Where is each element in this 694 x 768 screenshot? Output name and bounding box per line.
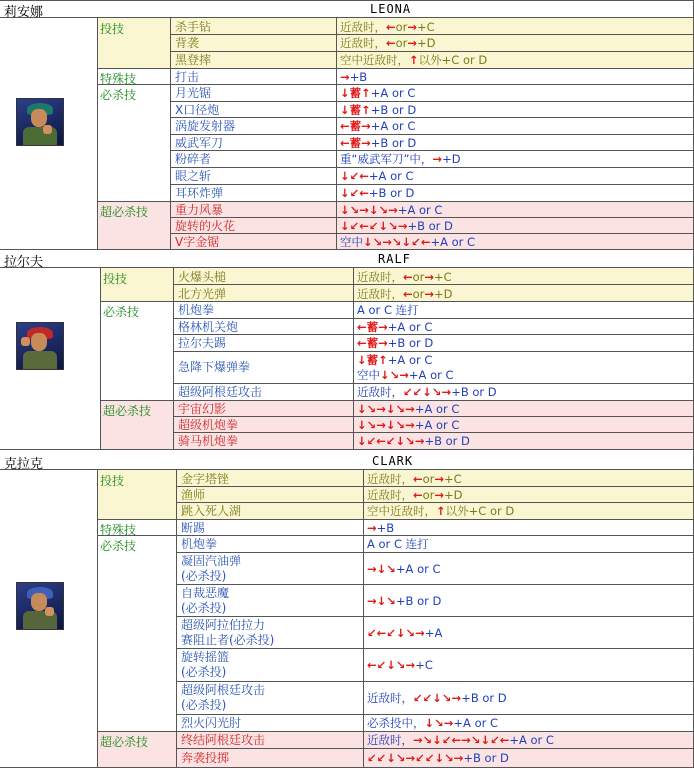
- move-name: 打击: [175, 70, 200, 84]
- ralf-cat-throw: 投技: [103, 272, 128, 286]
- move-name: 烈火闪光肘: [181, 716, 242, 730]
- move-name-sub: (必杀投): [181, 698, 227, 712]
- move-command: A or C 连打: [367, 537, 429, 551]
- move-name-sub: (必杀投): [181, 601, 227, 615]
- move-name: 急降下爆弹拳: [178, 360, 251, 374]
- ralf-name-cn: 拉尔夫: [4, 255, 44, 270]
- ralf-portrait: [16, 322, 64, 370]
- move-name: 超级阿根廷攻击: [181, 683, 266, 697]
- move-command: ↓↙←+B or D: [340, 186, 415, 200]
- ralf-cat-kill: 必杀技: [103, 305, 140, 319]
- move-name: 终结阿根廷攻击: [181, 733, 266, 747]
- move-command: ←蓄→+A or C: [340, 119, 416, 133]
- move-command: ←蓄→+B or D: [357, 336, 434, 350]
- move-command: →+B: [367, 521, 395, 535]
- move-command: ↓蓄↑+B or D: [340, 103, 417, 117]
- move-name: X口径炮: [175, 103, 220, 117]
- leona-portrait: [16, 98, 64, 146]
- move-name: 渔师: [181, 488, 206, 502]
- move-name: 黑登摔: [175, 53, 212, 67]
- clark-cat-special: 特殊技: [100, 523, 137, 537]
- move-command: ↓↙←↙↓↘→+B or D: [340, 219, 453, 233]
- move-name: 北方光弹: [178, 287, 227, 301]
- move-command: 近敌时，←or→+C: [357, 270, 452, 284]
- move-command: 近敌时，→↘↓↙←→↘↓↙←+A or C: [367, 733, 554, 747]
- move-command: →↓↘+B or D: [367, 594, 442, 608]
- clark-cat-throw: 投技: [100, 474, 125, 488]
- move-name: 重力风暴: [175, 203, 224, 217]
- clark-portrait: [16, 582, 64, 630]
- move-command: ↓↘→↓↘→+A or C: [357, 402, 460, 416]
- move-command: ↙←↙↓↘→+A: [367, 626, 443, 640]
- clark-cat-super: 超必杀技: [100, 735, 149, 749]
- move-command: ↓↙←↙↓↘→+B or D: [357, 434, 470, 448]
- move-name: 超级机炮拳: [178, 418, 239, 432]
- move-name: 凝固汽油弹: [181, 554, 242, 568]
- move-command: ↓蓄↑+A or C: [357, 353, 433, 367]
- move-name: 机炮拳: [178, 303, 215, 317]
- move-name: 月光锯: [175, 86, 212, 100]
- move-name-sub: (必杀投): [181, 569, 227, 583]
- move-name: 奔袭投掷: [181, 751, 230, 765]
- move-name: 宇宙幻影: [178, 402, 227, 416]
- clark-name-cn: 克拉克: [4, 457, 44, 472]
- move-command: 必杀投中，↓↘→+A or C: [367, 716, 499, 730]
- leona-name-cn: 莉安娜: [4, 5, 44, 20]
- move-command-air: 空中↓↘→+A or C: [357, 368, 454, 382]
- leona-cat-special: 特殊技: [100, 72, 137, 86]
- move-name: 旋转的火花: [175, 219, 236, 233]
- move-command: ←蓄→+A or C: [357, 320, 433, 334]
- move-name: 超级阿根廷攻击: [178, 385, 263, 399]
- move-name-sub: 赛阻止者(必杀投): [181, 633, 275, 647]
- move-name: 背袭: [175, 36, 200, 50]
- clark-name-en: CLARK: [372, 454, 414, 468]
- move-name: 骑马机炮拳: [178, 434, 239, 448]
- move-name: 眼之斩: [175, 169, 212, 183]
- move-command: ←↙↓↘→+C: [367, 658, 433, 672]
- move-name: 旋转摇篮: [181, 650, 230, 664]
- move-name: 威武军刀: [175, 136, 224, 150]
- move-command: 近敌时，←or→+D: [340, 36, 436, 50]
- leona-cat-throw: 投技: [100, 22, 125, 36]
- leona-cat-kill: 必杀技: [100, 88, 137, 102]
- move-command: 近敌时，←or→+C: [367, 472, 462, 486]
- move-command: 近敌时，←or→+D: [367, 488, 463, 502]
- move-command: 近敌时，←or→+C: [340, 20, 435, 34]
- move-name: 格林机关炮: [178, 320, 239, 334]
- move-command: 近敌时，↙↙↓↘→+B or D: [367, 691, 507, 705]
- move-command: ↓↙←+A or C: [340, 169, 414, 183]
- move-name: 超级阿拉伯拉力: [181, 618, 266, 632]
- move-name: 耳环炸弹: [175, 186, 224, 200]
- move-command: →+B: [340, 70, 368, 84]
- move-command: ↓蓄↑+A or C: [340, 86, 416, 100]
- move-command: ↓↘→↓↘→+A or C: [340, 203, 443, 217]
- leona-cat-super: 超必杀技: [100, 205, 149, 219]
- move-name: 自裁恶魔: [181, 586, 230, 600]
- move-command: ↙↙↓↘→↙↙↓↘→+B or D: [367, 751, 509, 765]
- move-name: 断踢: [181, 521, 206, 535]
- move-command: 空中近敌时，↑以外+C or D: [367, 504, 515, 518]
- move-command: ←蓄→+B or D: [340, 136, 417, 150]
- move-command: ↓↘→↓↘→+A or C: [357, 418, 460, 432]
- leona-name-en: LEONA: [370, 2, 412, 16]
- move-name-sub: (必杀投): [181, 665, 227, 679]
- move-command: 空中↓↘→↘↓↙←+A or C: [340, 235, 476, 249]
- move-name: 涡旋发射器: [175, 119, 236, 133]
- move-command: 空中近敌时，↑以外+C or D: [340, 53, 488, 67]
- move-command: 重“威武军刀”中，→+D: [340, 152, 461, 166]
- move-name: 杀手钻: [175, 20, 212, 34]
- ralf-name-en: RALF: [378, 252, 411, 266]
- move-command: 近敌时，←or→+D: [357, 287, 453, 301]
- clark-cat-kill: 必杀技: [100, 539, 137, 553]
- ralf-cat-super: 超必杀技: [103, 404, 152, 418]
- move-command: →↓↘+A or C: [367, 562, 441, 576]
- move-name: 粉碎者: [175, 152, 212, 166]
- move-name: 金字塔锉: [181, 472, 230, 486]
- move-name: 火爆头槌: [178, 270, 227, 284]
- move-name: 跳入死人湖: [181, 504, 242, 518]
- move-name: V字金锯: [175, 235, 220, 249]
- move-command: A or C 连打: [357, 303, 419, 317]
- move-name: 机炮拳: [181, 537, 218, 551]
- move-name: 拉尔夫踢: [178, 336, 227, 350]
- move-command: 近敌时，↙↙↓↘→+B or D: [357, 385, 497, 399]
